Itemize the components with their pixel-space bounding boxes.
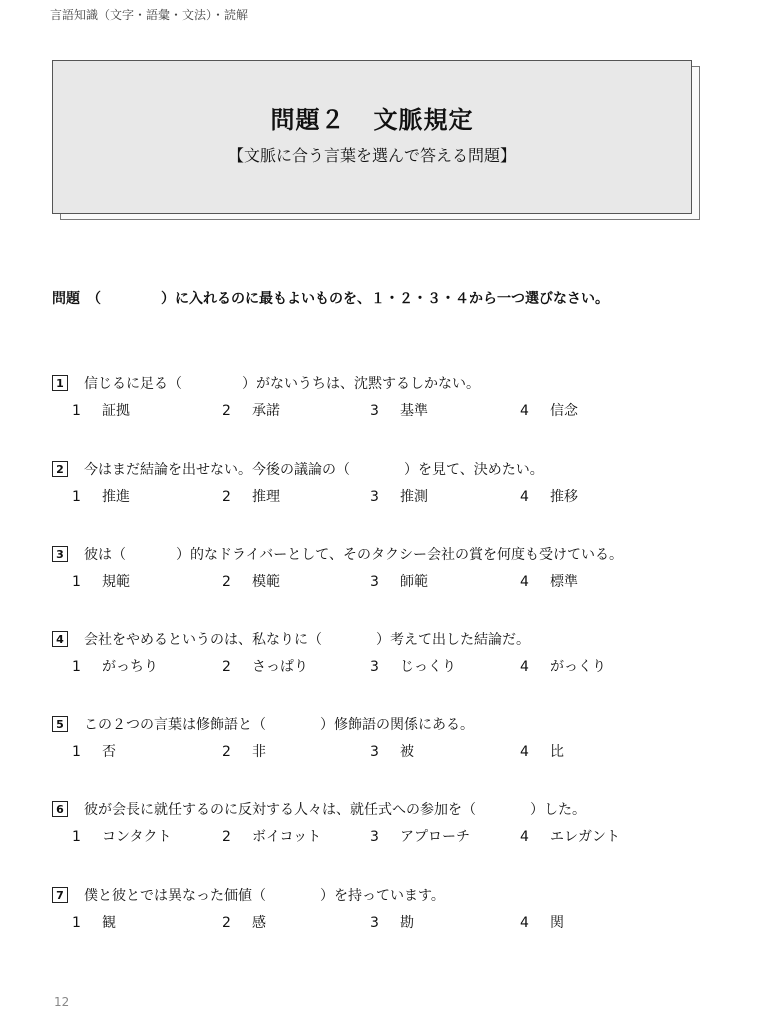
choice-text: 勘: [400, 915, 414, 931]
choice-number: 1: [72, 744, 81, 760]
answer-choice-2[interactable]: [222, 486, 280, 506]
question-5: [52, 713, 564, 765]
answer-choice-3[interactable]: [370, 571, 428, 591]
choice-text: 被: [400, 744, 414, 760]
question-text-after-blank: ）した。: [530, 802, 586, 818]
answer-choices: [52, 571, 623, 595]
answer-choice-1[interactable]: [72, 400, 130, 420]
answer-choice-4[interactable]: [520, 912, 564, 932]
choice-text: 標準: [550, 574, 578, 590]
question-text-after-blank: ）がないうちは、沈黙するしかない。: [242, 376, 480, 392]
choice-number: 3: [370, 403, 379, 419]
answer-choice-4[interactable]: [520, 486, 578, 506]
choice-number: 3: [370, 659, 379, 675]
answer-choice-3[interactable]: [370, 741, 414, 761]
choice-number: 3: [370, 489, 379, 505]
answer-choice-4[interactable]: [520, 400, 578, 420]
question-number-box: 2: [52, 461, 68, 477]
choice-text: 規範: [102, 574, 130, 590]
answer-choice-2[interactable]: [222, 912, 266, 932]
page-number: 12: [54, 995, 70, 1009]
question-stem: [52, 458, 544, 480]
choice-number: 3: [370, 744, 379, 760]
question-number-box: 4: [52, 631, 68, 647]
instruction-after: ）に入れるのに最もよいものを、１・２・３・４から一つ選びなさい。: [161, 291, 609, 307]
choice-number: 4: [520, 915, 529, 931]
title-box: [52, 60, 692, 214]
answer-choice-1[interactable]: [72, 571, 130, 591]
answer-choice-2[interactable]: [222, 571, 280, 591]
choice-text: 模範: [252, 574, 280, 590]
answer-choice-1[interactable]: [72, 826, 171, 846]
question-text-after-blank: ）を持っています。: [320, 888, 445, 904]
choice-number: 4: [520, 744, 529, 760]
question-text-after-blank: ）考えて出した結論だ。: [376, 632, 530, 648]
question-text-before-blank: この２つの言葉は修飾語と（: [84, 717, 266, 733]
question-3: [52, 543, 623, 595]
question-text-before-blank: 彼が会長に就任するのに反対する人々は、就任式への参加を（: [84, 802, 476, 818]
question-number-box: 7: [52, 887, 68, 903]
choice-text: アプローチ: [400, 829, 470, 845]
choice-number: 1: [72, 489, 81, 505]
choice-text: じっくり: [400, 659, 456, 675]
choice-number: 1: [72, 915, 81, 931]
answer-choice-4[interactable]: [520, 656, 606, 676]
choice-text: 推進: [102, 489, 130, 505]
choice-number: 1: [72, 574, 81, 590]
question-text-after-blank: ）的なドライバーとして、そのタクシー会社の賞を何度も受けている。: [176, 547, 624, 563]
answer-choice-2[interactable]: [222, 656, 308, 676]
answer-choice-4[interactable]: [520, 826, 620, 846]
choice-number: 4: [520, 829, 529, 845]
answer-choice-1[interactable]: [72, 486, 130, 506]
question-text-before-blank: 彼は（: [84, 547, 126, 563]
instruction-before: 問題 （: [52, 291, 101, 307]
answer-choice-1[interactable]: [72, 741, 116, 761]
question-number-box: 5: [52, 716, 68, 732]
answer-choice-1[interactable]: [72, 912, 116, 932]
choice-text: 推測: [400, 489, 428, 505]
choice-text: 推移: [550, 489, 578, 505]
answer-choice-2[interactable]: [222, 741, 266, 761]
answer-choices: [52, 741, 564, 765]
answer-choice-2[interactable]: [222, 400, 280, 420]
question-text-after-blank: ）を見て、決めたい。: [404, 462, 544, 478]
instruction: [52, 288, 609, 308]
question-text-before-blank: 信じるに足る（: [84, 376, 182, 392]
choice-number: 4: [520, 489, 529, 505]
answer-choices: [52, 912, 564, 936]
answer-choices: [52, 826, 620, 850]
choice-number: 2: [222, 744, 231, 760]
choice-number: 4: [520, 574, 529, 590]
choice-text: 否: [102, 744, 116, 760]
choice-number: 3: [370, 829, 379, 845]
choice-number: 2: [222, 489, 231, 505]
answer-choice-2[interactable]: [222, 826, 321, 846]
choice-text: 証拠: [102, 403, 130, 419]
choice-number: 2: [222, 574, 231, 590]
choice-text: 承諾: [252, 403, 280, 419]
choice-text: 信念: [550, 403, 578, 419]
choice-text: さっぱり: [252, 659, 308, 675]
choice-text: がっくり: [550, 659, 606, 675]
running-header: 言語知識（文字・語彙・文法）・読解: [50, 8, 249, 22]
question-stem: [52, 372, 480, 394]
answer-choice-4[interactable]: [520, 741, 564, 761]
choice-text: 師範: [400, 574, 428, 590]
choice-text: 観: [102, 915, 116, 931]
question-number-box: 3: [52, 546, 68, 562]
answer-choice-3[interactable]: [370, 486, 428, 506]
choice-text: 推理: [252, 489, 280, 505]
section-name: 文脈規定: [373, 106, 474, 134]
question-stem: [52, 713, 474, 735]
question-stem: [52, 798, 586, 820]
answer-choice-3[interactable]: [370, 912, 414, 932]
question-text-before-blank: 会社をやめるというのは、私なりに（: [84, 632, 322, 648]
choice-text: 感: [252, 915, 266, 931]
choice-number: 1: [72, 403, 81, 419]
choice-text: コンタクト: [102, 829, 172, 845]
answer-choice-3[interactable]: [370, 656, 456, 676]
question-6: [52, 798, 620, 850]
choice-text: ボイコット: [252, 829, 322, 845]
answer-choice-3[interactable]: [370, 826, 470, 846]
answer-choices: [52, 400, 578, 424]
question-text-before-blank: 僕と彼とでは異なった価値（: [84, 888, 266, 904]
choice-number: 2: [222, 659, 231, 675]
choice-text: エレガント: [550, 829, 620, 845]
choice-text: 比: [550, 744, 564, 760]
answer-choices: [52, 486, 578, 510]
choice-number: 4: [520, 403, 529, 419]
section-subtitle: 【文脈に合う言葉を選んで答える問題】: [227, 146, 516, 165]
question-text-after-blank: ）修飾語の関係にある。: [320, 717, 474, 733]
question-text-before-blank: 今はまだ結論を出せない。今後の議論の（: [84, 462, 350, 478]
question-2: [52, 458, 578, 510]
question-stem: [52, 628, 530, 650]
choice-text: 関: [550, 915, 564, 931]
choice-number: 4: [520, 659, 529, 675]
answer-choice-3[interactable]: [370, 400, 428, 420]
question-stem: [52, 543, 623, 565]
choice-number: 3: [370, 915, 379, 931]
choice-text: がっちり: [102, 659, 158, 675]
choice-text: 非: [252, 744, 266, 760]
question-number-box: 1: [52, 375, 68, 391]
choice-text: 基準: [400, 403, 428, 419]
answer-choice-4[interactable]: [520, 571, 578, 591]
choice-number: 2: [222, 829, 231, 845]
section-number: 問題２: [270, 106, 346, 134]
question-number-box: 6: [52, 801, 68, 817]
choice-number: 1: [72, 659, 81, 675]
choice-number: 1: [72, 829, 81, 845]
choice-number: 2: [222, 403, 231, 419]
section-title: [271, 100, 474, 135]
choice-number: 2: [222, 915, 231, 931]
choice-number: 3: [370, 574, 379, 590]
answer-choice-1[interactable]: [72, 656, 158, 676]
answer-choices: [52, 656, 606, 680]
question-7: [52, 884, 564, 936]
question-4: [52, 628, 606, 680]
question-stem: [52, 884, 445, 906]
question-1: [52, 372, 578, 424]
